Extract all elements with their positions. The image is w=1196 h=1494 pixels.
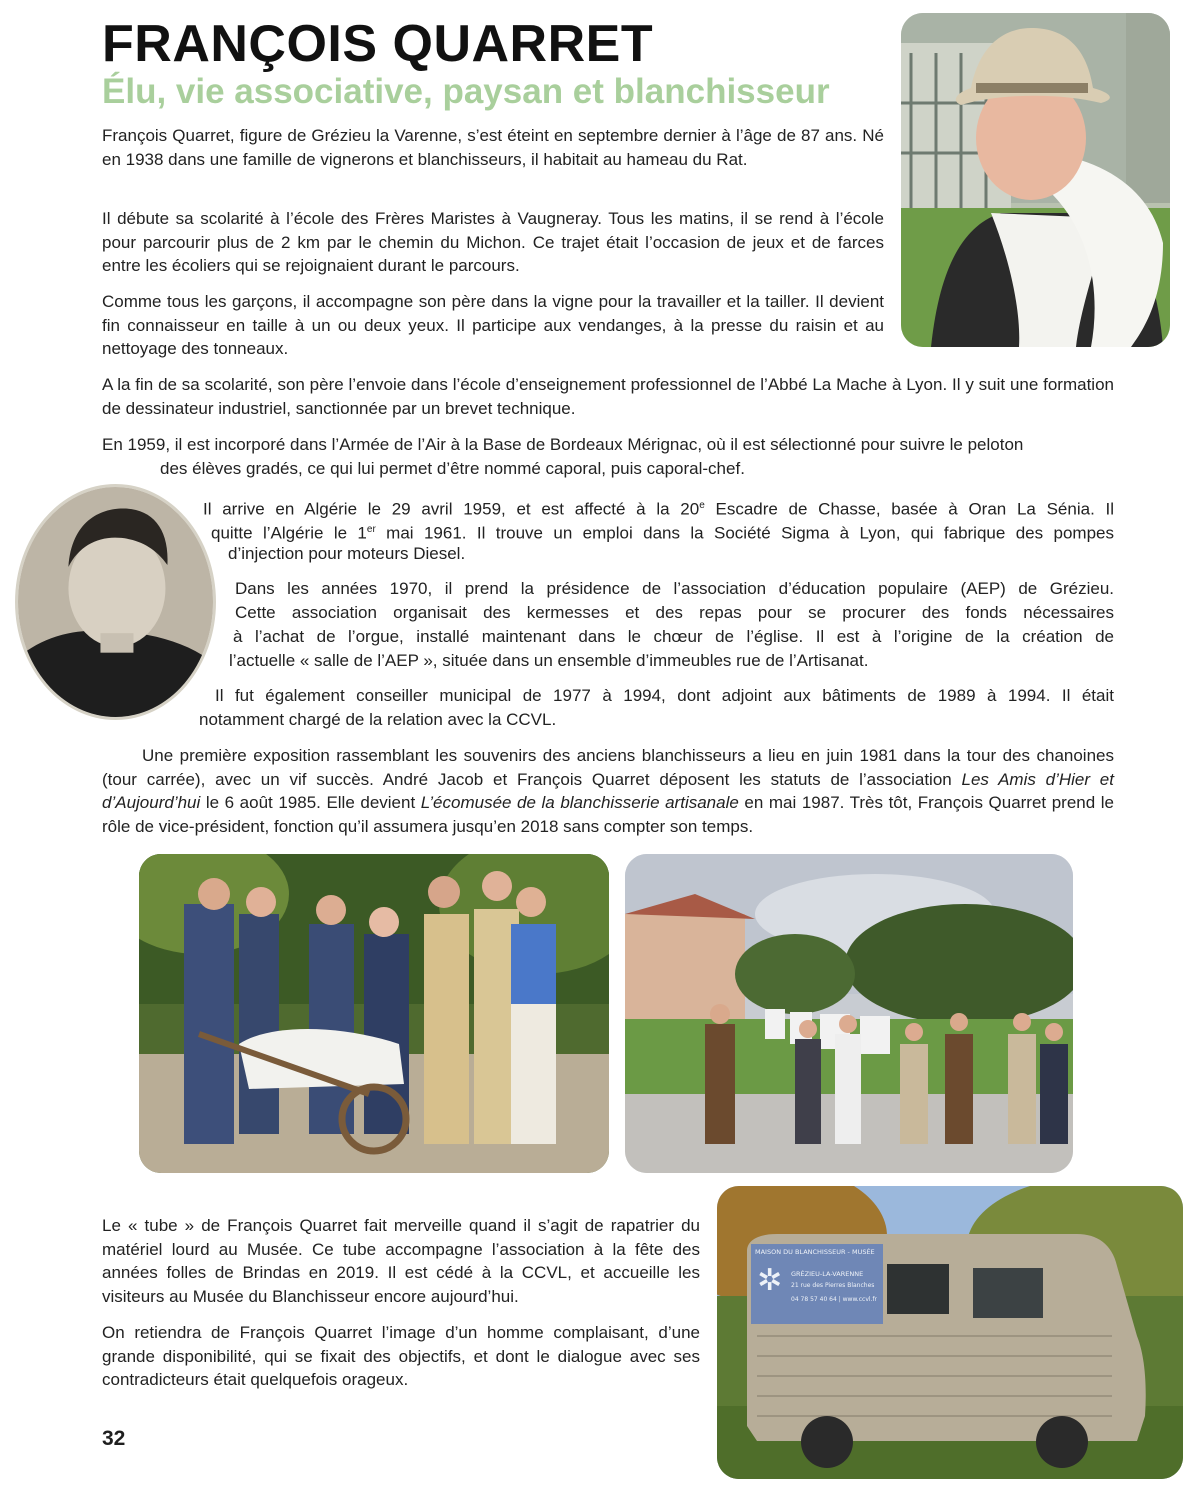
paragraph-aep-line1: Dans les années 1970, il prend la présidence de l’association d’éducation populaire (AEP) de Grézieu. xyxy=(235,579,1114,598)
exhibition-text-c: en mai 1987. Très tôt, François Quarret prend le rôle de vice-président, fonction qu’il assumera jusqu’en 2018 sans compter son temps. xyxy=(102,793,1114,836)
van-sign xyxy=(751,1244,883,1324)
page-number: 32 xyxy=(102,1427,126,1450)
algeria-sup-e: e xyxy=(699,500,705,511)
algeria-text-b: Escadre de Chasse, basée à Oran La Sénia. Il xyxy=(704,499,1114,519)
exhibition-italic-ecomusee: L’écomusée de la blanchisserie artisanale xyxy=(420,793,739,812)
paragraph-aep-line3: à l’achat de l’orgue, installé maintenant dans le chœur de l’église. Il est à l’origine de la création de xyxy=(233,627,1114,646)
article-title: FRANÇOIS QUARRET xyxy=(102,15,654,73)
algeria-text-c: quitte l’Algérie le 1 xyxy=(211,523,367,543)
exhibition-text-b: le 6 août 1985. Elle devient xyxy=(200,793,421,812)
van-sign-line2: GRÉZIEU-LA-VARENNE xyxy=(791,1270,864,1278)
paragraph-tube: Le « tube » de François Quarret fait merveille quand il s’agit de rapatrier du matériel lourd au Musée. Ce tube accompagne l’association à la fête des années folles de Brindas en 2019. Il est cédé à la CCVL, et accueille les visiteurs au Musée du Blanchisseur encore aujourd’hui. xyxy=(102,1216,700,1306)
van-photo xyxy=(717,1186,1183,1479)
paragraph-council-line2: notamment chargé de la relation avec la CCVL. xyxy=(199,710,557,729)
group-photo-laundry-line xyxy=(625,854,1073,1173)
paragraph-algeria-line3: d’injection pour moteurs Diesel. xyxy=(228,544,466,563)
article-subtitle: Élu, vie associative, paysan et blanchisseur xyxy=(102,72,830,111)
algeria-sup-er: er xyxy=(366,524,376,535)
van-logo-icon: ✲ xyxy=(757,1263,783,1298)
paragraph-council-line1: Il fut également conseiller municipal de 1977 à 1994, dont adjoint aux bâtiments de 1989 à 1994. Il était xyxy=(215,686,1114,705)
group-photo-wheelbarrow xyxy=(139,854,609,1173)
van-sign-line4: 04 78 57 40 64 | www.ccvl.fr xyxy=(791,1296,878,1303)
paragraph-intro: François Quarret, figure de Grézieu la Varenne, s’est éteint en septembre dernier à l’âge de 87 ans. Né en 1938 dans une famille de vignerons et blanchisseurs, il habitait au hameau du Rat. xyxy=(102,126,884,169)
van-sign-line3: 21 rue des Pierres Blanches xyxy=(791,1282,875,1289)
paragraph-army-line1: En 1959, il est incorporé dans l’Armée de l’Air à la Base de Bordeaux Mérignac, où il est sélectionné pour suivre le peloton xyxy=(102,435,1024,454)
paragraph-vineyard: Comme tous les garçons, il accompagne son père dans la vigne pour la travailler et la tailler. Il devient fin connaisseur en taille à un ou deux yeux. Il participe aux vendanges, à la presse du raisin et au nettoyage des tonneaux. xyxy=(102,292,884,358)
oval-portrait-photo xyxy=(15,484,216,720)
algeria-text-d: mai 1961. Il trouve un emploi dans la Société Sigma à Lyon, qui fabrique des pompes xyxy=(375,523,1114,543)
paragraph-army-line2: des élèves gradés, ce qui lui permet d’être nommé caporal, puis caporal-chef. xyxy=(160,459,745,478)
algeria-text-a: Il arrive en Algérie le 29 avril 1959, et est affecté à la 20 xyxy=(203,499,700,519)
paragraph-training: A la fin de sa scolarité, son père l’envoie dans l’école d’enseignement professionnel de l’Abbé La Mache à Lyon. Il y suit une formation de dessinateur industriel, sanctionnée par un brevet technique. xyxy=(102,375,1114,418)
van-sign-line1: MAISON DU BLANCHISSEUR - MUSÉE xyxy=(755,1248,875,1256)
paragraph-aep-line4: l’actuelle « salle de l’AEP », située dans un ensemble d’immeubles rue de l’Artisanat. xyxy=(229,651,869,670)
paragraph-school: Il débute sa scolarité à l’école des Frères Maristes à Vaugneray. Tous les matins, il se rend à l’école pour parcourir plus de 2 km par le chemin du Michon. Ce trajet était l’occasion de jeux et de farces entre les écoliers qui se rejoignaient durant le parcours. xyxy=(102,209,884,275)
portrait-photo-hat xyxy=(901,13,1170,347)
paragraph-exhibition xyxy=(102,744,1114,838)
paragraph-aep-line2: Cette association organisait des kermesses et des repas pour se procurer des fonds nécessaires xyxy=(235,603,1114,622)
paragraph-memory: On retiendra de François Quarret l’image d’un homme complaisant, d’une grande disponibilité, qui se fixait des objectifs, et dont le dialogue avec ses contradicteurs était quelquefois orageux. xyxy=(102,1323,700,1389)
exhibition-text-a: Une première exposition rassemblant les souvenirs des anciens blanchisseurs a lieu en juin 1981 dans la tour des chanoines (tour carrée), avec un vif succès. André Jacob et François Quarret déposent les statuts de l’association xyxy=(102,746,1114,789)
exhibition-italic-association: Les Amis d’Hier et d’Aujourd’hui xyxy=(102,769,1114,812)
